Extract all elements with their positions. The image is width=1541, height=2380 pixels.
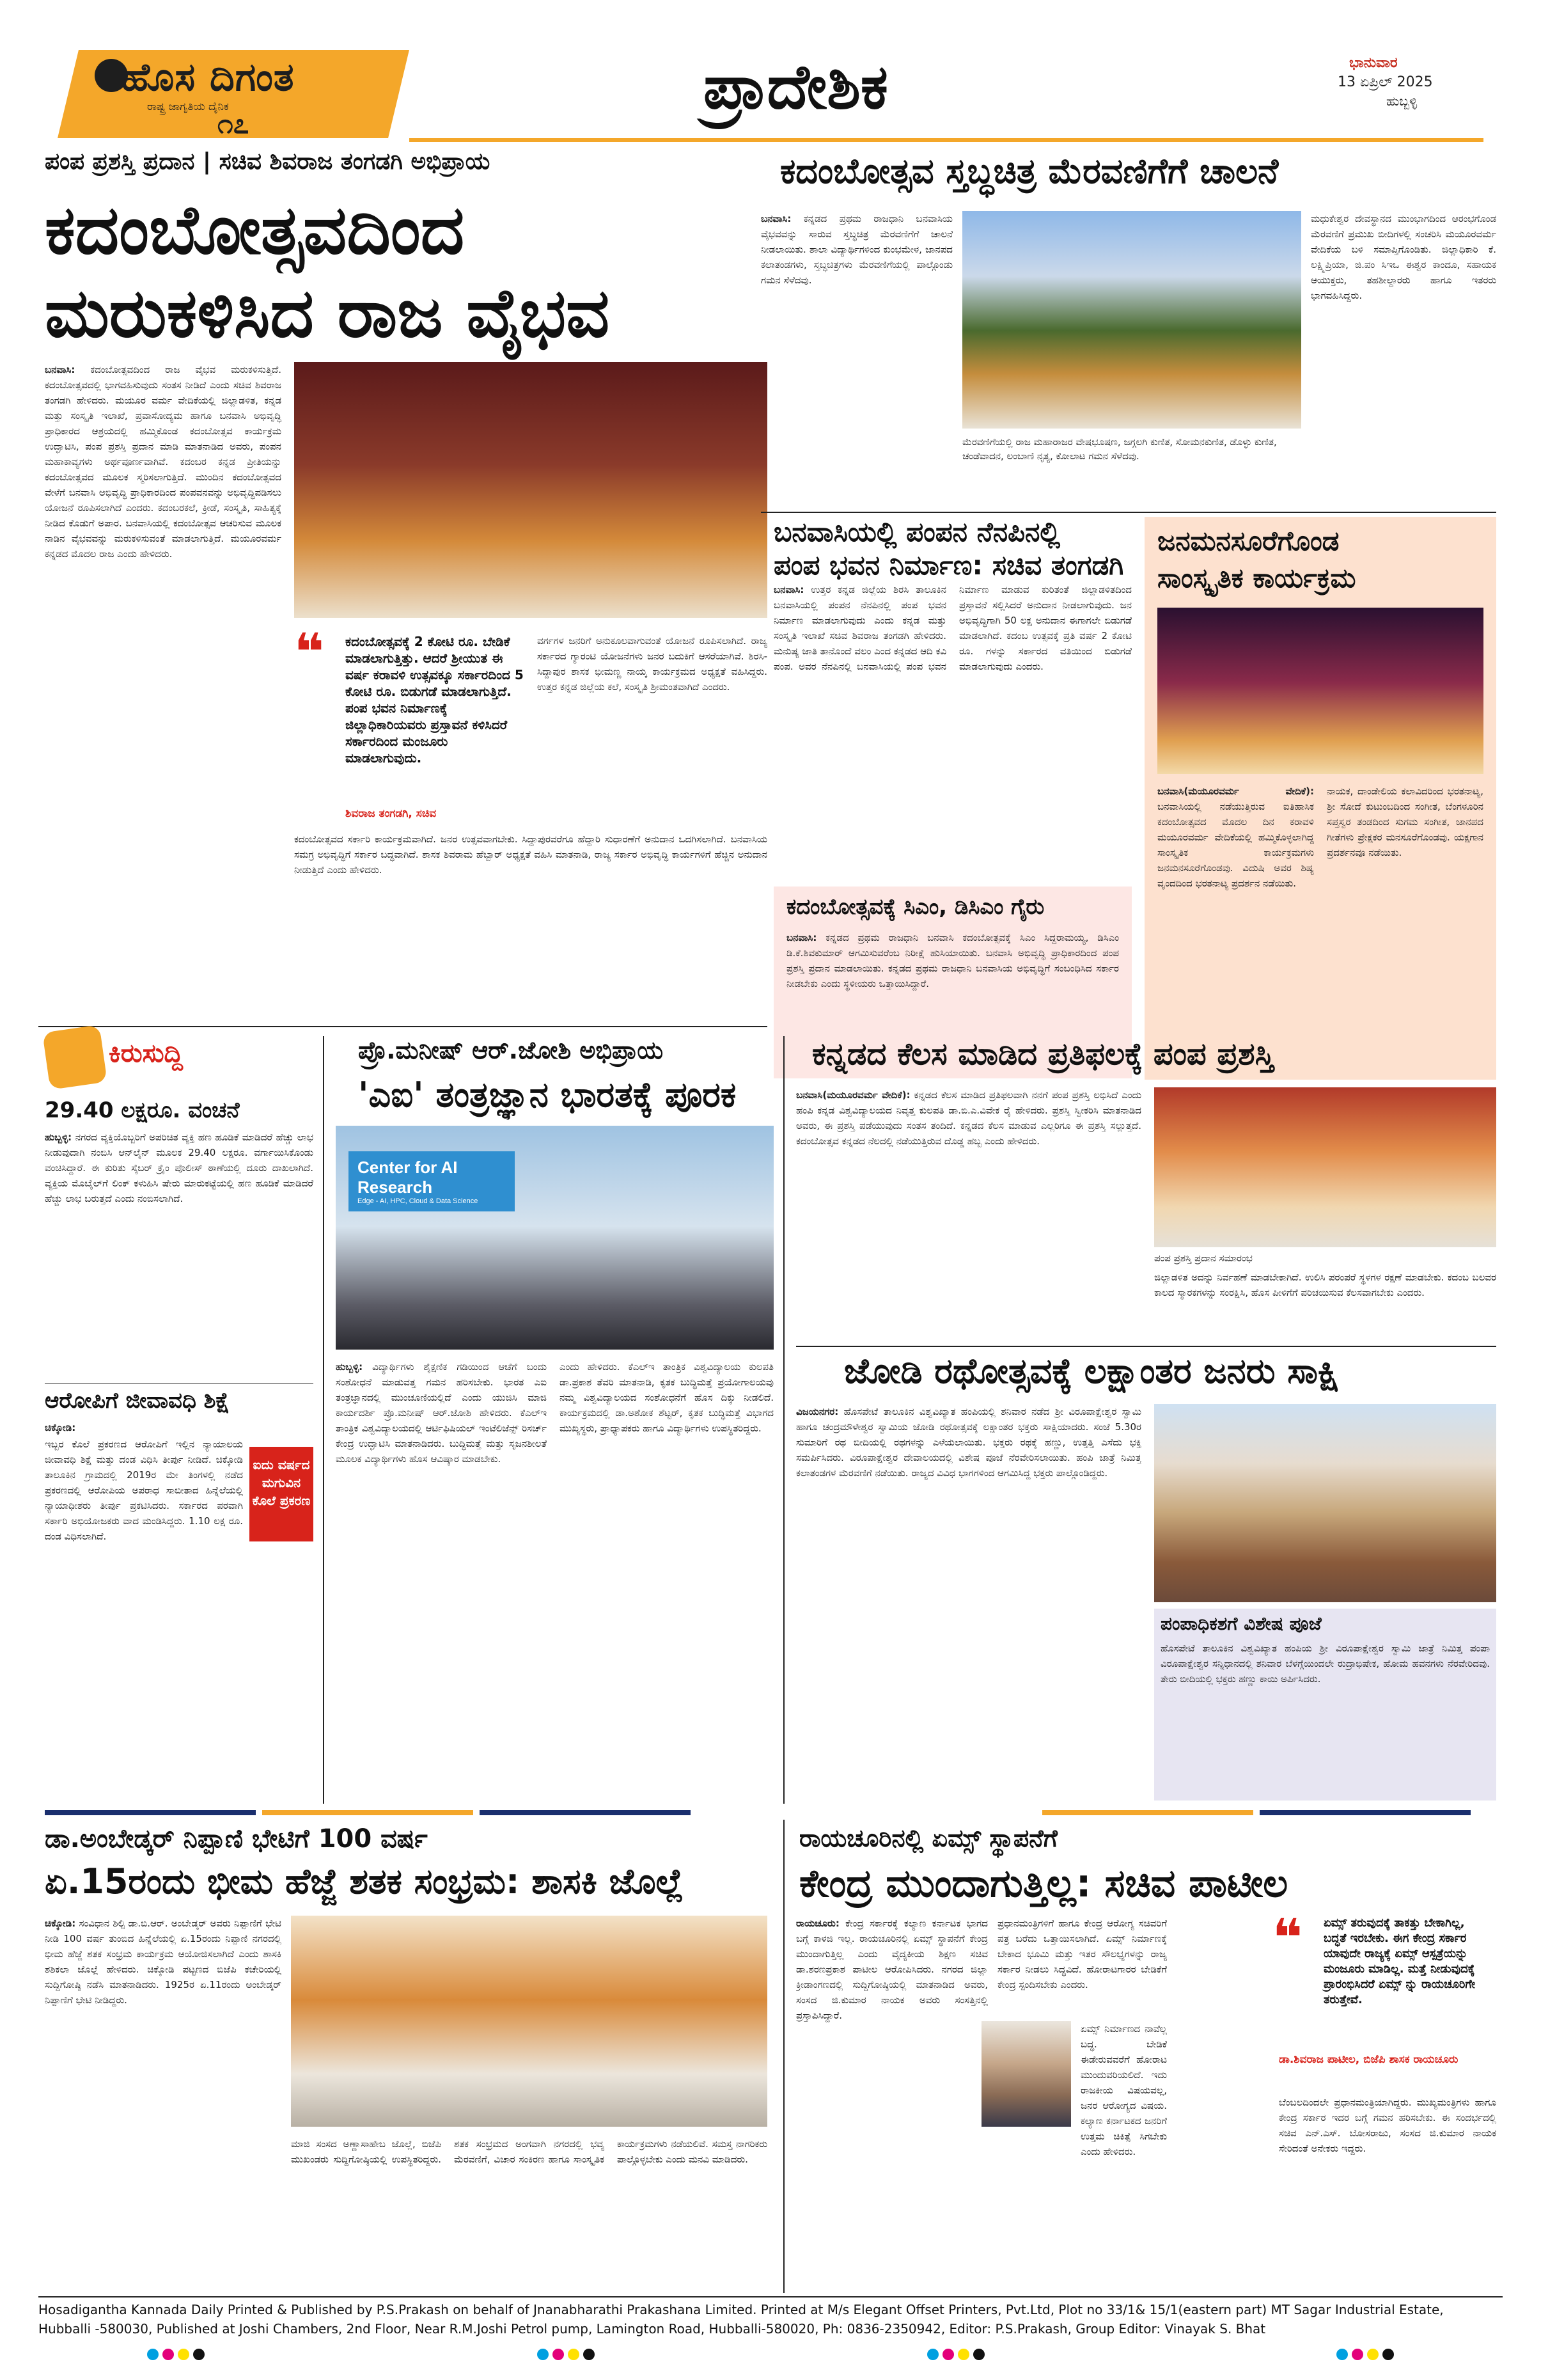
procession-byline: ಬನವಾಸಿ:: [761, 213, 792, 225]
logo-tagline: ರಾಷ್ಟ್ರ ಜಾಗೃತಿಯ ದೈನಿಕ: [147, 100, 229, 113]
registration-marks: [537, 2349, 595, 2360]
pampa-bhavana-headline-1: ಬನವಾಸಿಯಲ್ಲಿ ಪಂಪನ ನೆನಪಿನಲ್ಲಿ: [774, 516, 1061, 548]
lead-body-col1: [45, 362, 281, 1021]
ratha-photo: [1154, 1404, 1496, 1602]
registration-marks: [1336, 2349, 1394, 2360]
ambedkar-photo: [291, 1916, 767, 2127]
ambedkar-body-col2: ಮಾಜಿ ಸಂಸದ ಅಣ್ಣಾಸಾಹೇಬ ಜೊಲ್ಲೆ, ಬಿಜೆಪಿ ಮುಖಂಡರು ಸುದ್ದಿಗೋಷ್ಠಿಯಲ್ಲಿ ಉಪಸ್ಥಿತರಿದ್ದರು. ಶತಕ ಸಂಭ್ರಮದ ಅಂಗವಾಗಿ ನಗರದಲ್ಲಿ ಭವ್ಯ ಮೆರವಣಿಗೆ, ವಿಚಾರ ಸಂಕಿರಣ ಹಾಗೂ ಸಾಂಸ್ಕೃತಿಕ ಕಾರ್ಯಕ್ರಮಗಳು ನಡೆಯಲಿವೆ. ಸಮಸ್ತ ನಾಗರಿಕರು ಪಾಲ್ಗೊಳ್ಳಬೇಕು ಎಂದು ಮನವಿ ಮಾಡಿದರು.: [291, 2138, 767, 2165]
lead-photo-stage: [294, 362, 767, 618]
cultural-headline-1: ಜನಮನಸೂರೆಗೊಂಡ: [1157, 525, 1340, 556]
lead-body-col3: ಕದಂಬೋತ್ಸವದ ಸರ್ಕಾರಿ ಕಾರ್ಯಕ್ರಮವಾಗಿದೆ. ಜನರ ಉತ್ಸವವಾಗಬೇಕು. ಸಿದ್ದಾಪುರವರೆಗೂ ಹೆದ್ದಾರಿ ಸುಧಾರಣೆಗೆ ಅನುದಾನ ಒದಗಿಸಲಾಗಿದೆ. ಬನವಾಸಿಯ ಸಮಗ್ರ ಅಭಿವೃದ್ಧಿಗೆ ಸರ್ಕಾರ ಬದ್ಧವಾಗಿದೆ. ಶಾಸಕ ಶಿವರಾಮ ಹೆಬ್ಬಾರ್ ಅಧ್ಯಕ್ಷತೆ ವಹಿಸಿ ಮಾತನಾಡಿ, ರಾಜ್ಯ ಸರ್ಕಾರ ಅಭಿವೃದ್ಧಿ ಕಾರ್ಯಗಳಿಗೆ ಹೆಚ್ಚಿನ ಅನುದಾನ ನೀಡುತ್ತಿದೆ ಎಂದು ಹೇಳಿದರು.: [294, 833, 767, 876]
raichur-quote-text: ಏಮ್ಸ್ ತರುವುದಕ್ಕೆ ತಾಕತ್ತು ಬೇಕಾಗಿಲ್ಲ, ಬದ್ಧತೆ ಇರಬೇಕು. ಈಗ ಕೇಂದ್ರ ಸರ್ಕಾರ ಯಾವುದೇ ರಾಜ್ಯಕ್ಕೆ ಏಮ್ಸ್ ಆಸ್ಪತ್ರೆಯನ್ನು ಮಂಜೂರು ಮಾಡಿಲ್ಲ. ಮತ್ತೆ ನೀಡುವುದಕ್ಕೆ ಪ್ರಾರಂಭಿಸಿದರೆ ಏಮ್ಸ್ ನ್ನು ರಾಯಚೂರಿಗೇ ತರುತ್ತೇವೆ.: [1324, 1916, 1476, 2006]
lead-body-text-1: ಕದಂಬೋತ್ಸವದಿಂದ ರಾಜ ವೈಭವ ಮರುಕಳಿಸುತ್ತಿದೆ. ಕದಂಬೋತ್ಸವದಲ್ಲಿ ಭಾಗವಹಿಸುವುದು ಸಂತಸ ನೀಡಿದೆ ಎಂದು ಸಚಿವ ಶಿವರಾಜ ತಂಗಡಗಿ ಹೇಳಿದರು. ಮಯೂರ ವರ್ಮ ವೇದಿಕೆಯಲ್ಲಿ ಜಿಲ್ಲಾಡಳಿತ, ಕನ್ನಡ ಮತ್ತು ಸಂಸ್ಕೃತಿ ಇಲಾಖೆ, ಪ್ರವಾಸೋದ್ಯಮ ಹಾಗೂ ಬನವಾಸಿ ಅಭಿವೃದ್ಧಿ ಪ್ರಾಧಿಕಾರದ ಆಶ್ರಯದಲ್ಲಿ ಹಮ್ಮಿಕೊಂಡ ಕದಂಬೋತ್ಸವ ಕಾರ್ಯಕ್ರಮ ಉದ್ಘಾಟಿಸಿ, ಪಂಪ ಪ್ರಶಸ್ತಿ ಪ್ರದಾನ ಮಾಡಿ ಮಾತನಾಡಿದ ಅವರು, ಪಂಪನ ಮಹಾಕಾವ್ಯಗಳು ಅರ್ಥಪೂರ್ಣವಾಗಿವೆ. ಕದಂಬರ ಕನ್ನಡ ಪ್ರೀತಿಯನ್ನು ಕದಂಬೋತ್ಸವದ ಮೂಲಕ ಸ್ಮರಿಸಲಾಗುತ್ತಿದೆ. ಮುಂದಿನ ಕದಂಬೋತ್ಸವದ ವೇಳೆಗೆ ಬನವಾಸಿ ಅಭಿವೃದ್ಧಿ ಪ್ರಾಧಿಕಾರದಿಂದ ಪಂಪವನವನ್ನು ಅಭಿವೃದ್ಧಿಪಡಿಸಲು ಯೋಜನೆ ರೂಪಿಸಲಾಗಿದೆ ಎಂದರು. ಕದಂಬರಕಲೆ, ಕ್ರೀಡೆ, ಸಂಸ್ಕೃತಿ, ಸಾಹಿತ್ಯಕ್ಕೆ ನೀಡಿದ ಕೊಡುಗೆ ಅಪಾರ. ಬನವಾಸಿಯಲ್ಲಿ ಕದಂಬೋತ್ಸವ ಆಚರಿಸುವ ಮೂಲಕ ನಾಡಿನ ವೈಭವವನ್ನು ಮರುಕಳಿಸುವಂತೆ ಮಾಡಲಾಗುತ್ತಿದೆ. ಮಯೂರವರ್ಮ ಕನ್ನಡದ ಮೊದಲ ರಾಜ ಎಂದು ಹೇಳಿದರು.: [45, 364, 281, 560]
kiru-item1-headline: 29.40 ಲಕ್ಷರೂ. ವಂಚನೆ: [45, 1098, 240, 1123]
ratha-headline: ಜೋಡಿ ರಥೋತ್ಸವಕ್ಕೆ ಲಕ್ಷಾಂತರ ಜನರು ಸಾಕ್ಷಿ: [844, 1351, 1340, 1391]
kiru-highlight-box: ಐದು ವರ್ಷದ ಮಗುವಿನ ಕೊಲೆ ಪ್ರಕರಣ: [249, 1447, 313, 1541]
kiru-item2-byline: ಚಿಕ್ಕೋಡಿ:: [45, 1422, 76, 1433]
cultural-byline: ಬನವಾಸಿ(ಮಯೂರವರ್ಮ ವೇದಿಕೆ):: [1157, 785, 1314, 797]
lead-quote-text: ಕದಂಬೋತ್ಸವಕ್ಕೆ 2 ಕೋಟಿ ರೂ. ಬೇಡಿಕೆ ಮಾಡಲಾಗುತ್ತಿತ್ತು. ಆದರೆ ಶ್ರೀಯುತ ಈ ವರ್ಷ ಕರಾವಳಿ ಉತ್ಸವಕ್ಕೂ ಸರ್ಕಾರದಿಂದ 5 ಕೋಟಿ ರೂ. ಬಿಡುಗಡೆ ಮಾಡಲಾಗುತ್ತಿದೆ. ಪಂಪ ಭವನ ನಿರ್ಮಾಣಕ್ಕೆ ಜಿಲ್ಲಾಧಿಕಾರಿಯವರು ಪ್ರಸ್ತಾವನೆ ಕಳಿಸಿದರೆ ಸರ್ಕಾರದಿಂದ ಮಂಜೂರು ಮಾಡಲಾಗುವುದು.: [345, 634, 524, 766]
kiru-item2-body: ಇಬ್ಬರ ಕೊಲೆ ಪ್ರಕರಣದ ಆರೋಪಿಗೆ ಇಲ್ಲಿನ ನ್ಯಾಯಾಲಯ ಜೀವಾವಧಿ ಶಿಕ್ಷೆ ಮತ್ತು ದಂಡ ವಿಧಿಸಿ ತೀರ್ಪು ನೀಡಿದೆ. ಚಿಕ್ಕೋಡಿ ತಾಲೂಕಿನ ಗ್ರಾಮದಲ್ಲಿ 2019ರ ಮೇ ತಿಂಗಳಲ್ಲಿ ನಡೆದ ಪ್ರಕರಣದಲ್ಲಿ ಆರೋಪಿಯ ಅಪರಾಧ ಸಾಬೀತಾದ ಹಿನ್ನೆಲೆಯಲ್ಲಿ ನ್ಯಾಯಾಧೀಶರು ತೀರ್ಪು ಪ್ರಕಟಿಸಿದರು. ಸರ್ಕಾರದ ಪರವಾಗಿ ಸರ್ಕಾರಿ ಅಭಿಯೋಜಕರು ವಾದ ಮಂಡಿಸಿದ್ದರು. 1.10 ಲಕ್ಷ ರೂ. ದಂಡ ವಿಧಿಸಲಾಗಿದೆ.: [45, 1438, 243, 1542]
pampa-bhavana-byline: ಬನವಾಸಿ:: [774, 584, 804, 595]
pampa-bhavana-headline-2: ಪಂಪ ಭವನ ನಿರ್ಮಾಣ: ಸಚಿವ ತಂಗಡಗಿ: [774, 549, 1124, 581]
pampa-award-headline: ಕನ್ನಡದ ಕೆಲಸ ಮಾಡಿದ ಪ್ರತಿಫಲಕ್ಕೆ ಪಂಪ ಪ್ರಶಸ್ತಿ: [812, 1036, 1274, 1072]
registration-marks: [147, 2349, 205, 2360]
divider: [783, 1036, 785, 1804]
kiru-item1-text: ನಗರದ ವ್ಯಕ್ತಿಯೊಬ್ಬರಿಗೆ ಅಪರಿಚಿತ ವ್ಯಕ್ತಿ ಹಣ ಹೂಡಿಕೆ ಮಾಡಿದರೆ ಹೆಚ್ಚು ಲಾಭ ನೀಡುವುದಾಗಿ ನಂಬಿಸಿ ಆನ್‌ಲೈನ್ ಮೂಲಕ 29.40 ಲಕ್ಷರೂ. ವರ್ಗಾಯಿಸಿಕೊಂಡು ವಂಚಿಸಿದ್ದಾರೆ. ಈ ಕುರಿತು ಸೈಬರ್ ಕ್ರೈಂ ಪೊಲೀಸ್ ಠಾಣೆಯಲ್ಲಿ ದೂರು ದಾಖಲಾಗಿದೆ. ವ್ಯಕ್ತಿಯ ಮೊಬೈಲ್‌ಗೆ ಲಿಂಕ್ ಕಳುಹಿಸಿ ಷೇರು ಮಾರುಕಟ್ಟೆಯಲ್ಲಿ ಹಣ ಹೂಡಿಕೆ ಮಾಡಿದರೆ ಹೆಚ್ಚು ಲಾಭ ಬರುತ್ತದೆ ಎಂದು ನಂಬಿಸಲಾಗಿದೆ.: [45, 1131, 313, 1204]
ambedkar-body-col1: [45, 1916, 281, 2290]
color-bar: [1260, 1810, 1471, 1815]
ambedkar-text-1: ಸಂವಿಧಾನ ಶಿಲ್ಪಿ ಡಾ.ಬಿ.ಆರ್. ಅಂಬೇಡ್ಕರ್ ಅವರು ನಿಪ್ಪಾಣಿಗೆ ಭೇಟಿ ನೀಡಿ 100 ವರ್ಷ ತುಂಬಿದ ಹಿನ್ನೆಲೆಯಲ್ಲಿ ಏ.15ರಂದು ನಿಪ್ಪಾಣಿ ನಗರದಲ್ಲಿ ಭೀಮ ಹೆಜ್ಜೆ ಶತಕ ಸಂಭ್ರಮ ಕಾರ್ಯಕ್ರಮ ಆಯೋಜಿಸಲಾಗಿದೆ ಎಂದು ಶಾಸಕಿ ಶಶಿಕಲಾ ಜೊಲ್ಲೆ ಹೇಳಿದರು. ಚಿಕ್ಕೋಡಿ ಪಟ್ಟಣದ ಬಿಜೆಪಿ ಕಚೇರಿಯಲ್ಲಿ ಸುದ್ದಿಗೋಷ್ಠಿ ನಡೆಸಿ ಮಾತನಾಡಿದರು. 1925ರ ಏ.11ರಂದು ಅಂಬೇಡ್ಕರ್ ನಿಪ್ಪಾಣಿಗೆ ಭೇಟಿ ನೀಡಿದ್ದರು.: [45, 1918, 281, 2006]
raichur-byline: ರಾಯಚೂರು:: [796, 1918, 840, 1929]
lead-quote-box: [294, 622, 524, 800]
cultural-text-1: ಬನವಾಸಿಯಲ್ಲಿ ನಡೆಯುತ್ತಿರುವ ಐತಿಹಾಸಿಕ ಕದಂಬೋತ್ಸವದ ಮೊದಲ ದಿನ ಕರಾವಳಿ ಮಯೂರವರ್ಮ ವೇದಿಕೆಯಲ್ಲಿ ಹಮ್ಮಿಕೊಳ್ಳಲಾಗಿದ್ದ ಸಾಂಸ್ಕೃತಿಕ ಕಾರ್ಯಕ್ರಮಗಳು ಜನಮನಸೂರೆಗೊಂಡವು. ವಿದುಷಿ ಅವರ ಶಿಷ್ಯ ವೃಂದದಿಂದ ಭರತನಾಟ್ಯ ಪ್ರದರ್ಶನ ನಡೆಯಿತು.: [1157, 801, 1314, 889]
date: 13 ಏಪ್ರಿಲ್ 2025: [1338, 74, 1433, 90]
raichur-kicker: ರಾಯಚೂರಿನಲ್ಲಿ ಏಮ್ಸ್ ಸ್ಥಾಪನೆಗೆ: [799, 1824, 1058, 1852]
page-number: ೧೭: [217, 107, 249, 140]
pampa-award-caption: ಪಂಪ ಪ್ರಶಸ್ತಿ ಪ್ರದಾನ ಸಮಾರಂಭ: [1154, 1252, 1253, 1264]
raichur-body-col1: [796, 1916, 988, 2290]
procession-caption: ಮೆರವಣಿಗೆಯಲ್ಲಿ ರಾಜ ಮಹಾರಾಜರ ವೇಷಭೂಷಣ, ಜಗ್ಗಲಗಿ ಕುಣಿತ, ಸೋಮನಕುಣಿತ, ಡೊಳ್ಳು ಕುಣಿತ, ಚಂಡೆವಾದನ, ಲಂಬಾಣಿ ನೃತ್ಯ, ಕೋಲಾಟ ಗಮನ ಸೆಳೆದವು.: [962, 436, 1277, 462]
ratha-special-headline: ಪಂಪಾಧಿಕಶಗೆ ವಿಶೇಷ ಪೂಜೆ: [1161, 1613, 1322, 1634]
ambedkar-kicker: ಡಾ.ಅಂಬೇಡ್ಕರ್ ನಿಪ್ಪಾಣಿ ಭೇಟಿಗೆ 100 ವರ್ಷ: [45, 1824, 428, 1854]
color-bar: [1042, 1810, 1253, 1815]
procession-body-col1: [761, 211, 953, 505]
cm-dcm-headline: ಕದಂಬೋತ್ಸವಕ್ಕೆ ಸಿಎಂ, ಡಿಸಿಎಂ ಗೈರು: [786, 894, 1045, 920]
pampa-award-body-col3: ಜಿಲ್ಲಾಡಳಿತ ಅದನ್ನು ನಿರ್ವಹಣೆ ಮಾಡಬೇಕಾಗಿದೆ. ಉಲಿಸಿ ಪರಂಪರೆ ಸ್ಥಳಗಳ ರಕ್ಷಣೆ ಮಾಡಬೇಕು. ಕದಂಬ ಬಲವರ ಕಾಲದ ಸ್ಮಾರಕಗಳನ್ನು ಸಂರಕ್ಷಿಸಿ, ಹೊಸ ಪೀಳಿಗೆಗೆ ಪರಿಚಯಿಸುವ ಕೆಲಸವಾಗಬೇಕು ಎಂದರು.: [1154, 1272, 1496, 1298]
lead-headline-line2: ಮರುಕಳಿಸಿದ ರಾಜ ವೈಭವ: [45, 274, 610, 352]
lead-body-col2: ವರ್ಗಗಳ ಜನರಿಗೆ ಅನುಕೂಲವಾಗುವಂತೆ ಯೋಜನೆ ರೂಪಿಸಲಾಗಿದೆ. ರಾಜ್ಯ ಸರ್ಕಾರದ ಗ್ಯಾರಂಟಿ ಯೋಜನೆಗಳು ಜನರ ಬದುಕಿಗೆ ಆಸರೆಯಾಗಿವೆ. ಶಿರಸಿ-ಸಿದ್ದಾಪುರ ಶಾಸಕ ಭೀಮಣ್ಣ ನಾಯ್ಕ ಕಾರ್ಯಕ್ರಮದ ಅಧ್ಯಕ್ಷತೆ ವಹಿಸಿದ್ದರು. ಉತ್ತರ ಕನ್ನಡ ಜಿಲ್ಲೆಯ ಕಲೆ, ಸಂಸ್ಕೃತಿ ಶ್ರೀಮಂತವಾಗಿದೆ ಎಂದರು.: [537, 635, 767, 693]
raichur-quote-by: ಡಾ.ಶಿವರಾಜ ಪಾಟೀಲ, ಬಿಜೆಪಿ ಶಾಸಕ ರಾಯಚೂರು: [1279, 2053, 1459, 2066]
raichur-text-1: ಕೇಂದ್ರ ಸರ್ಕಾರಕ್ಕೆ ಕಲ್ಯಾಣ ಕರ್ನಾಟಕ ಭಾಗದ ಬಗ್ಗೆ ಕಾಳಜಿ ಇಲ್ಲ. ರಾಯಚೂರಿನಲ್ಲಿ ಏಮ್ಸ್ ಸ್ಥಾಪನೆಗೆ ಕೇಂದ್ರ ಮುಂದಾಗುತ್ತಿಲ್ಲ ಎಂದು ವೈದ್ಯಕೀಯ ಶಿಕ್ಷಣ ಸಚಿವ ಡಾ.ಶರಣಪ್ರಕಾಶ ಪಾಟೀಲ ಆರೋಪಿಸಿದರು. ನಗರದ ಜಿಲ್ಲಾ ಕ್ರೀಡಾಂಗಣದಲ್ಲಿ ಸುದ್ದಿಗೋಷ್ಠಿಯಲ್ಲಿ ಮಾತನಾಡಿದ ಅವರು, ಸಂಸದ ಜಿ.ಕುಮಾರ ನಾಯಕ ಅವರು ಸಂಸತ್ತಿನಲ್ಲಿ ಪ್ರಸ್ತಾಪಿಸಿದ್ದಾರೆ.: [796, 1918, 988, 2021]
ambedkar-headline: ಏ.15ರಂದು ಭೀಮ ಹೆಜ್ಜೆ ಶತಕ ಸಂಭ್ರಮ: ಶಾಸಕಿ ಜೊಲ್ಲೆ: [45, 1861, 684, 1902]
pampa-award-byline: ಬನವಾಸಿ(ಮಯೂರವರ್ಮ ವೇದಿಕೆ):: [796, 1089, 911, 1101]
color-bar: [480, 1810, 691, 1815]
raichur-headline: ಕೇಂದ್ರ ಮುಂದಾಗುತ್ತಿಲ್ಲ: ಸಚಿವ ಪಾಟೀಲ: [799, 1861, 1288, 1906]
imprint-line-2: Hubballi -580030, Published at Joshi Chambers, 2nd Floor, Near R.M.Joshi Petrol pump, Lamington Road, Hubballi-580020, Ph: 0836-2350942, Editor: P.S.Prakash, Group Editor: Vinayak S. Bhat: [38, 2321, 1266, 2337]
divider: [761, 512, 1496, 513]
pampa-award-text: ಕನ್ನಡದ ಕೆಲಸ ಮಾಡಿದ ಪ್ರತಿಫಲವಾಗಿ ನನಗೆ ಪಂಪ ಪ್ರಶಸ್ತಿ ಲಭಿಸಿದೆ ಎಂದು ಹಂಪಿ ಕನ್ನಡ ವಿಶ್ವವಿದ್ಯಾಲಯದ ನಿವೃತ್ತ ಕುಲಪತಿ ಡಾ.ಬಿ.ಎ.ವಿವೇಕ ರೈ ಹೇಳಿದರು. ಪ್ರಶಸ್ತಿ ಸ್ವೀಕರಿಸಿ ಮಾತನಾಡಿದ ಅವರು, ಈ ಪ್ರಶಸ್ತಿ ಪಡೆಯುವುದು ಸಂತಸ ತಂದಿದೆ. ಕನ್ನಡದ ಕೆಲಸ ಮಾಡುವ ಎಲ್ಲರಿಗೂ ಈ ಪ್ರಶಸ್ತಿ ಸಲ್ಲುತ್ತದೆ. ಕದಂಬೋತ್ಸವ ಕನ್ನಡದ ನೆಲದಲ್ಲಿ ನಡೆಯುತ್ತಿರುವ ದೊಡ್ಡ ಹಬ್ಬ ಎಂದು ಹೇಳಿದರು.: [796, 1089, 1141, 1147]
raichur-quote-mark-icon: ❝: [1272, 1908, 1302, 1967]
ratha-byline: ವಿಜಯನಗರ:: [796, 1406, 839, 1417]
pampa-bhavana-text: ಉತ್ತರ ಕನ್ನಡ ಜಿಲ್ಲೆಯ ಶಿರಸಿ ತಾಲೂಕಿನ ಬನವಾಸಿಯಲ್ಲಿ ಪಂಪನ ನೆನಪಿನಲ್ಲಿ ಪಂಪ ಭವನ ನಿರ್ಮಾಣ ಮಾಡಲಾಗುವುದು ಎಂದು ಕನ್ನಡ ಮತ್ತು ಸಂಸ್ಕೃತಿ ಇಲಾಖೆ ಸಚಿವ ಶಿವರಾಜ ತಂಗಡಗಿ ಹೇಳಿದರು. ಮನುಷ್ಯ ಜಾತಿ ತಾನೊಂದೆ ವಲಂ ಎಂದ ಕನ್ನಡದ ಆದಿ ಕವಿ ಪಂಪ. ಅವರ ನೆನಪಿನಲ್ಲಿ ಬನವಾಸಿಯಲ್ಲಿ ಪಂಪ ಭವನ ನಿರ್ಮಾಣ ಮಾಡುವ ಕುರಿತಂತೆ ಜಿಲ್ಲಾಡಳಿತದಿಂದ ಪ್ರಸ್ತಾವನೆ ಸಲ್ಲಿಸಿದರೆ ಅನುದಾನ ನೀಡಲಾಗುವುದು. ಜನ ಅಭಿವೃದ್ಧಿಗಾಗಿ 50 ಲಕ್ಷ ಅನುದಾನ ಈಗಾಗಲೇ ಬಿಡುಗಡೆ ಮಾಡಲಾಗಿದೆ. ಕದಂಬ ಉತ್ಸವಕ್ಕೆ ಪ್ರತಿ ವರ್ಷ 2 ಕೋಟಿ ರೂ. ಗಳನ್ನು ಸರ್ಕಾರದ ವತಿಯಿಂದ ಬಿಡುಗಡೆ ಮಾಡಲಾಗುವುದು ಎಂದರು.: [774, 584, 1132, 672]
lead-headline-line1: ಕದಂಬೋತ್ಸವದಿಂದ: [45, 191, 465, 269]
raichur-body-col3: ಏಮ್ಸ್ ನಿರ್ಮಾಣದ ನಾವೆಲ್ಲ ಬದ್ಧ. ಬೇಡಿಕೆ ಈಡೇರುವವರೆಗೆ ಹೋರಾಟ ಮುಂದುವರಿಯಲಿದೆ. ಇದು ರಾಜಕೀಯ ವಿಷಯವಲ್ಲ, ಜನರ ಆರೋಗ್ಯದ ವಿಷಯ. ಕಲ್ಯಾಣ ಕರ್ನಾಟಕದ ಜನರಿಗೆ ಉತ್ತಮ ಚಿಕಿತ್ಸೆ ಸಿಗಬೇಕು ಎಂದು ಹೇಳಿದರು.: [1081, 2023, 1167, 2157]
kiru-item1-body: [45, 1130, 313, 1379]
footer-rule: [38, 2296, 1503, 2297]
ai-text-1: ವಿದ್ಯಾರ್ಥಿಗಳು ಶೈಕ್ಷಣಿಕ ಗಡಿಯಿಂದ ಆಚೆಗೆ ಬಂದು ಸಂಶೋಧನೆ ಮಾಡುವತ್ತ ಗಮನ ಹರಿಸಬೇಕು. ಭಾರತ ಎಐ ತಂತ್ರಜ್ಞಾನದಲ್ಲಿ ಮುಂಚೂಣಿಯಲ್ಲಿದೆ ಎಂದು ಯುಜಿಸಿ ಮಾಜಿ ಕಾರ್ಯದರ್ಶಿ ಪ್ರೊ.ಮನೀಷ್ ಆರ್.ಜೋಶಿ ಹೇಳಿದರು. ಕೆಎಲ್‌ಇ ತಾಂತ್ರಿಕ ವಿಶ್ವವಿದ್ಯಾಲಯದಲ್ಲಿ ಆರ್ಟಿಫಿಷಿಯಲ್ ಇಂಟೆಲಿಜೆನ್ಸ್ ರಿಸರ್ಚ್ ಕೇಂದ್ರ ಉದ್ಘಾಟಿಸಿ ಮಾತನಾಡಿದರು. ಬುದ್ಧಿಮತ್ತೆ ಮತ್ತು ಸೃಜನಶೀಲತೆ ಮೂಲಕ ವಿದ್ಯಾರ್ಥಿಗಳು ಹೊಸ ಆವಿಷ್ಕಾರ ಮಾಡಬೇಕು.: [336, 1361, 547, 1465]
ai-headline: 'ಎಐ' ತಂತ್ರಜ್ಞಾನ ಭಾರತಕ್ಕೆ ಪೂರಕ: [358, 1075, 737, 1115]
ai-sign: [348, 1151, 515, 1211]
ai-sign-subtitle: Edge - AI, HPC, Cloud & Data Science: [357, 1197, 478, 1205]
divider: [38, 1026, 767, 1027]
lead-kicker: ಪಂಪ ಪ್ರಶಸ್ತಿ ಪ್ರದಾನ | ಸಚಿವ ಶಿವರಾಜ ತಂಗಡಗಿ ಅಭಿಪ್ರಾಯ: [45, 148, 490, 175]
imprint-line-1: Hosadigantha Kannada Daily Printed & Published by P.S.Prakash on behalf of Jnanabharathi Prakashana Limited. Printed at M/s Elegant Offset Printers, Pvt.Ltd, Plot no 33/1& 15/1(eastern part) MT Sagar Industrial Estate,: [38, 2302, 1444, 2317]
quote-mark-icon: ❝: [294, 622, 324, 682]
ai-sign-title: Center for AI Research: [357, 1158, 458, 1197]
divider: [783, 1820, 785, 2293]
procession-headline: ಕದಂಬೋತ್ಸವ ಸ್ತಬ್ಧಚಿತ್ರ ಮೆರವಣಿಗೆಗೆ ಚಾಲನೆ: [780, 151, 1279, 191]
raichur-body-col4: ಬೆಂಬಲದಿಂದಲೇ ಪ್ರಧಾನಮಂತ್ರಿಯಾಗಿದ್ದರು. ಮುಖ್ಯಮಂತ್ರಿಗಳು ಹಾಗೂ ಕೇಂದ್ರ ಸರ್ಕಾರ ಇದರ ಬಗ್ಗೆ ಗಮನ ಹರಿಸಬೇಕು. ಈ ಸಂದರ್ಭದಲ್ಲಿ ಸಚಿವ ಎನ್.ಎಸ್. ಬೋಸರಾಜು, ಸಂಸದ ಜಿ.ಕುಮಾರ ನಾಯಕ ಸೇರಿದಂತೆ ಅನೇಕರು ಇದ್ದರು.: [1279, 2097, 1496, 2154]
color-bar: [45, 1810, 256, 1815]
registration-marks: [927, 2349, 985, 2360]
imprint-footer: [38, 2300, 1503, 2338]
kiru-suddi-label: ಕಿರುಸುದ್ದಿ: [109, 1039, 184, 1068]
ai-photo: [336, 1126, 774, 1350]
ai-body-col1: [336, 1359, 547, 1801]
divider: [796, 1346, 1496, 1347]
weekday: ಭಾನುವಾರ: [1349, 55, 1398, 71]
newspaper-logo: ಹೊಸ ದಿಗಂತ: [121, 55, 295, 100]
pampa-award-body-col1: [796, 1087, 1141, 1343]
kiru-item2-headline: ಆರೋಪಿಗೆ ಜೀವಾವಧಿ ಶಿಕ್ಷೆ: [45, 1388, 230, 1414]
color-bar: [262, 1810, 473, 1815]
lead-quote-by: ಶಿವರಾಜ ತಂಗಡಗಿ, ಸಚಿವ: [345, 807, 437, 820]
procession-body-col3: ಮಧುಕೇಶ್ವರ ದೇವಸ್ಥಾನದ ಮುಂಭಾಗದಿಂದ ಆರಂಭಗೊಂಡ ಮೆರವಣಿಗೆ ಪ್ರಮುಖ ಬೀದಿಗಳಲ್ಲಿ ಸಂಚರಿಸಿ ಮಯೂರವರ್ಮ ವೇದಿಕೆಯ ಬಳಿ ಸಮಾಪ್ತಿಗೊಂಡಿತು. ಜಿಲ್ಲಾಧಿಕಾರಿ ಕೆ. ಲಕ್ಷ್ಮಿಪ್ರಿಯಾ, ಜಿ.ಪಂ ಸಿಇಒ ಈಶ್ವರ ಕಾಂದೂ, ಸಹಾಯಕ ಆಯುಕ್ತರು, ತಹಶೀಲ್ದಾರರು ಹಾಗೂ ಇತರರು ಭಾಗವಹಿಸಿದ್ದರು.: [1311, 213, 1496, 301]
pampa-bhavana-body: [774, 582, 1132, 883]
cultural-photo: [1157, 608, 1483, 774]
ai-byline: ಹುಬ್ಬಳ್ಳಿ:: [336, 1361, 363, 1373]
raichur-body-col2: ಪ್ರಧಾನಮಂತ್ರಿಗಳಿಗೆ ಹಾಗೂ ಕೇಂದ್ರ ಆರೋಗ್ಯ ಸಚಿವರಿಗೆ ಪತ್ರ ಬರೆದು ಒತ್ತಾಯಿಸಲಾಗಿದೆ. ಏಮ್ಸ್ ನಿರ್ಮಾಣಕ್ಕೆ ಬೇಕಾದ ಭೂಮಿ ಮತ್ತು ಇತರ ಸೌಲಭ್ಯಗಳನ್ನು ರಾಜ್ಯ ಸರ್ಕಾರ ನೀಡಲು ಸಿದ್ಧವಿದೆ. ಹೋರಾಟಗಾರರ ಬೇಡಿಕೆಗೆ ಕೇಂದ್ರ ಸ್ಪಂದಿಸಬೇಕು ಎಂದರು.: [997, 1918, 1167, 1990]
procession-body-text: ಕನ್ನಡದ ಪ್ರಥಮ ರಾಜಧಾನಿ ಬನವಾಸಿಯ ವೈಭವವನ್ನು ಸಾರುವ ಸ್ತಬ್ಧಚಿತ್ರ ಮೆರವಣಿಗೆಗೆ ಚಾಲನೆ ನೀಡಲಾಯಿತು. ಶಾಲಾ ವಿದ್ಯಾರ್ಥಿಗಳಿಂದ ಕುಂಭಮೇಳ, ಜಾನಪದ ಕಲಾತಂಡಗಳು, ಸ್ತಬ್ಧಚಿತ್ರಗಳು ಮೆರವಣಿಗೆಯಲ್ಲಿ ಪಾಲ್ಗೊಂಡು ಗಮನ ಸೆಳೆದವು.: [761, 213, 953, 286]
cm-dcm-byline: ಬನವಾಸಿ:: [786, 932, 817, 943]
procession-photo: [962, 211, 1301, 429]
ratha-special-body: ಹೊಸಪೇಟೆ ತಾಲೂಕಿನ ವಿಶ್ವವಿಖ್ಯಾತ ಹಂಪಿಯ ಶ್ರೀ ವಿರೂಪಾಕ್ಷೇಶ್ವರ ಸ್ವಾಮಿ ಜಾತ್ರೆ ನಿಮಿತ್ತ ಪಂಪಾ ವಿರೂಪಾಕ್ಷೇಶ್ವರ ಸನ್ನಿಧಾನದಲ್ಲಿ ಶನಿವಾರ ಬೆಳಗ್ಗೆಯಿಂದಲೇ ರುದ್ರಾಭಿಷೇಕ, ಹೋಮ ಹವನಗಳು ನೆರವೇರಿದವು. ತೇರು ಬೀದಿಯಲ್ಲಿ ಭಕ್ತರು ಹಣ್ಣು ಕಾಯಿ ಅರ್ಪಿಸಿದರು.: [1161, 1643, 1490, 1685]
hand-pointer-icon: [42, 1025, 107, 1090]
divider: [323, 1036, 324, 1804]
ratha-text: ಹೊಸಪೇಟೆ ತಾಲೂಕಿನ ವಿಶ್ವವಿಖ್ಯಾತ ಹಂಪಿಯಲ್ಲಿ ಶನಿವಾರ ನಡೆದ ಶ್ರೀ ವಿರೂಪಾಕ್ಷೇಶ್ವರ ಸ್ವಾಮಿ ಹಾಗೂ ಚಂದ್ರಮೌಳೇಶ್ವರ ಸ್ವಾಮಿಯ ಜೋಡಿ ರಥೋತ್ಸವಕ್ಕೆ ಲಕ್ಷಾಂತರ ಭಕ್ತರು ಸಾಕ್ಷಿಯಾದರು. ಸಂಜೆ 5.30ರ ಸುಮಾರಿಗೆ ರಥ ಬೀದಿಯಲ್ಲಿ ರಥಗಳನ್ನು ಎಳೆಯಲಾಯಿತು. ಭಕ್ತರು ರಥಕ್ಕೆ ಹಣ್ಣು, ಉತ್ತತ್ತಿ ಎಸೆದು ಭಕ್ತಿ ಸಮರ್ಪಿಸಿದರು. ವಿರೂಪಾಕ್ಷೇಶ್ವರ ದೇವಾಲಯದಲ್ಲಿ ವಿಶೇಷ ಪೂಜೆ ನೆರವೇರಿಸಲಾಯಿತು. ಹಂಪಿ ಜಾತ್ರೆ ನಿಮಿತ್ತ ಕಲಾತಂಡಗಳ ಮೆರವಣಿಗೆ ನಡೆಯಿತು. ರಾಜ್ಯದ ವಿವಿಧ ಭಾಗಗಳಿಂದ ಆಗಮಿಸಿದ್ದ ಭಕ್ತರು ಪಾಲ್ಗೊಂಡಿದ್ದರು.: [796, 1406, 1141, 1479]
cm-dcm-text: ಕನ್ನಡದ ಪ್ರಥಮ ರಾಜಧಾನಿ ಬನವಾಸಿ ಕದಂಬೋತ್ಸವಕ್ಕೆ ಸಿಎಂ ಸಿದ್ದರಾಮಯ್ಯ, ಡಿಸಿಎಂ ಡಿ.ಕೆ.ಶಿವಕುಮಾರ್ ಆಗಮಿಸುವರೆಂಬ ನಿರೀಕ್ಷೆ ಹುಸಿಯಾಯಿತು. ಬನವಾಸಿ ಅಭಿವೃದ್ಧಿ ಪ್ರಾಧಿಕಾರದಿಂದ ಪಂಪ ಪ್ರಶಸ್ತಿ ಪ್ರದಾನ ಮಾಡಲಾಯಿತು. ಕನ್ನಡದ ಪ್ರಥಮ ರಾಜಧಾನಿ ಬನವಾಸಿಯ ಅಭಿವೃದ್ಧಿಗೆ ಸಂಬಂಧಿಸಿದ ಸರ್ಕಾರ ನೀಡಬೇಕು ಎಂದು ಸ್ಥಳೀಯರು ಒತ್ತಾಯಿಸಿದ್ದಾರೆ.: [786, 932, 1119, 989]
ai-kicker: ಪ್ರೊ.ಮನೀಷ್ ಆರ್.ಜೋಶಿ ಅಭಿಪ್ರಾಯ: [358, 1036, 664, 1064]
ambedkar-byline: ಚಿಕ್ಕೋಡಿ:: [45, 1918, 76, 1929]
cultural-headline-2: ಸಾಂಸ್ಕೃತಿಕ ಕಾರ್ಯಕ್ರಮ: [1157, 562, 1356, 594]
kiru-item1-byline: ಹುಬ್ಬಳ್ಳಿ:: [45, 1131, 72, 1143]
ai-body-col2: ಎಂದು ಹೇಳಿದರು. ಕೆಎಲ್‌ಇ ತಾಂತ್ರಿಕ ವಿಶ್ವವಿದ್ಯಾಲಯ ಕುಲಪತಿ ಡಾ.ಪ್ರಕಾಶ ತೆವರಿ ಮಾತನಾಡಿ, ಕೃತಕ ಬುದ್ಧಿಮತ್ತೆ ಪ್ರಯೋಗಾಲಯವು ನಮ್ಮ ವಿಶ್ವವಿದ್ಯಾಲಯದ ಸಂಶೋಧನೆಗೆ ಹೊಸ ದಿಕ್ಕು ನೀಡಲಿದೆ. ಕಾರ್ಯಕ್ರಮದಲ್ಲಿ ಡಾ.ಅಶೋಕ ಶೆಟ್ಟರ್, ಕೃತಕ ಬುದ್ಧಿಮತ್ತೆ ವಿಭಾಗದ ಮುಖ್ಯಸ್ಥರು, ಪ್ರಾಧ್ಯಾಪಕರು ಹಾಗೂ ವಿದ್ಯಾರ್ಥಿಗಳು ಉಪಸ್ಥಿತರಿದ್ದರು.: [559, 1361, 774, 1434]
pampa-award-photo: [1154, 1087, 1496, 1247]
section-title: ಪ್ರಾದೇಶಿಕ: [703, 51, 888, 123]
raichur-portrait: [982, 2021, 1071, 2127]
cultural-body-col2: ನಾಯಕ, ದಾಂಡೇಲಿಯ ಕಲಾವಿದರಿಂದ ಭರತನಾಟ್ಯ, ಶ್ರೀ ಸೋದೆ ಕುಟುಂಬದಿಂದ ಸಂಗೀತ, ಬೆಂಗಳೂರಿನ ಸಪ್ತಸ್ವರ ತಂಡದಿಂದ ಸುಗಮ ಸಂಗೀತ, ಜಾನಪದ ಗೀತೆಗಳು ಪ್ರೇಕ್ಷಕರ ಮನಸೂರೆಗೊಂಡವು. ಯಕ್ಷಗಾನ ಪ್ರದರ್ಶನವೂ ನಡೆಯಿತು.: [1327, 785, 1483, 858]
ratha-body: [796, 1404, 1141, 1801]
edition-city: ಹುಬ್ಬಳ್ಳಿ: [1386, 93, 1418, 109]
cultural-body-col1: [1157, 784, 1314, 1071]
masthead-rule: [409, 138, 1483, 142]
lead-byline: ಬನವಾಸಿ:: [45, 364, 75, 375]
